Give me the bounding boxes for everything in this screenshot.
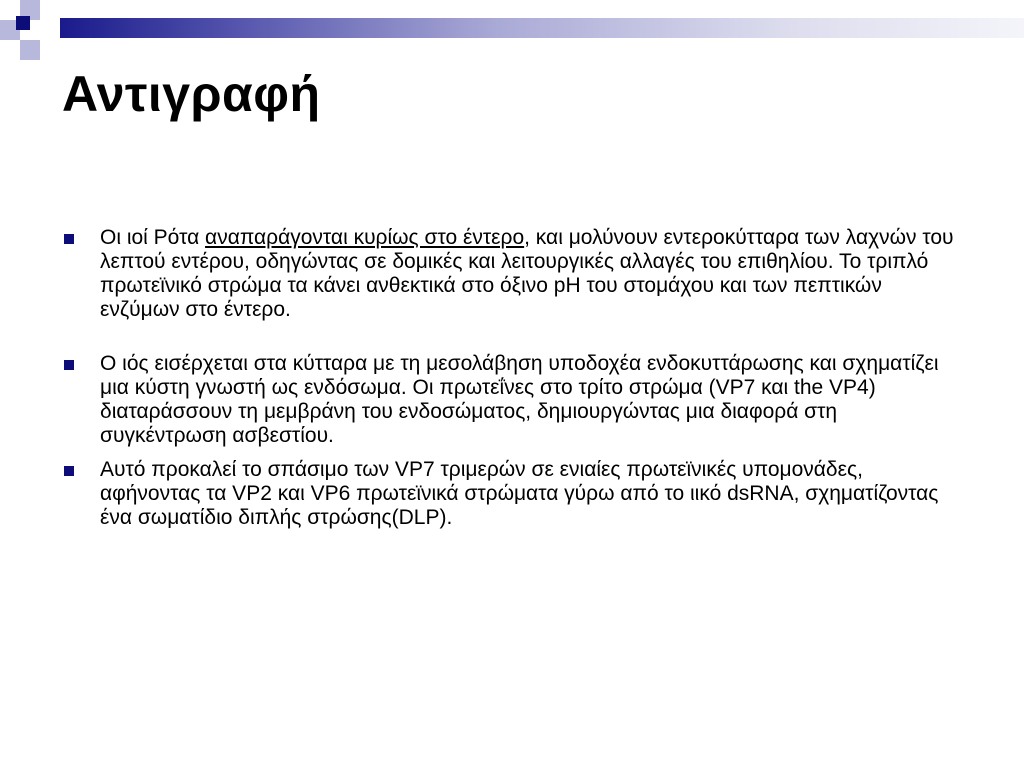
bullet-text-prefix: Οι ιοί Ρότα [100, 226, 206, 249]
decor-square [0, 20, 20, 40]
square-bullet-icon [64, 466, 74, 476]
decor-square [40, 20, 60, 40]
decor-square [20, 40, 40, 60]
bullet-text: Ο ιός εισέρχεται στα κύτταρα με τη μεσολάβηση υποδοχέα ενδοκυττάρωσης και σχηματίζει μια κύστη γνωστή ως ενδόσωμα. Οι πρωτεΐνες στο τρίτο στρώμα (VP7 και the VP4) διαταράσσουν τη μεμβράνη του ενδοσώματος, δημιουργώντας μια διαφορά στη συγκέντρωση ασβεστίου. [100, 352, 939, 447]
header-gradient-bar [60, 18, 1024, 38]
decor-square [40, 40, 60, 60]
bullet-item [62, 226, 962, 322]
slide-title: Αντιγραφή [62, 66, 321, 122]
header-decoration [0, 0, 1024, 60]
bullet-item [62, 458, 962, 530]
decor-square [20, 0, 40, 20]
decor-square-accent [16, 16, 30, 30]
bullet-text-underlined: αναπαράγονται κυρίως στο έντερο [205, 226, 525, 249]
square-bullet-icon [64, 234, 74, 244]
bullet-item [62, 352, 962, 448]
square-bullet-icon [64, 360, 74, 370]
bullet-text: Αυτό προκαλεί το σπάσιμο των VP7 τριμερών σε ενιαίες πρωτεϊνικές υπομονάδες, αφήνοντας τα VP2 και VP6 πρωτεϊνικά στρώματα γύρω από το ιικό dsRNA, σχηματίζοντας ένα σωματίδιο διπλής στρώσης(DLP). [100, 458, 939, 529]
bullet-list [62, 226, 962, 530]
bullet-text-suffix: , και μολύνουν εντεροκύτταρα των λαχνών του λεπτού εντέρου, οδηγώντας σε δομικές και λειτουργικές αλλαγές του επιθηλίου. Το τριπλό πρωτεϊνικό στρώμα τα κάνει ανθεκτικά στο όξινο pH του στομάχου και των πεπτικών ενζύμων στο έντερο. [100, 226, 954, 321]
decor-square [0, 0, 20, 20]
decor-square [40, 0, 60, 20]
